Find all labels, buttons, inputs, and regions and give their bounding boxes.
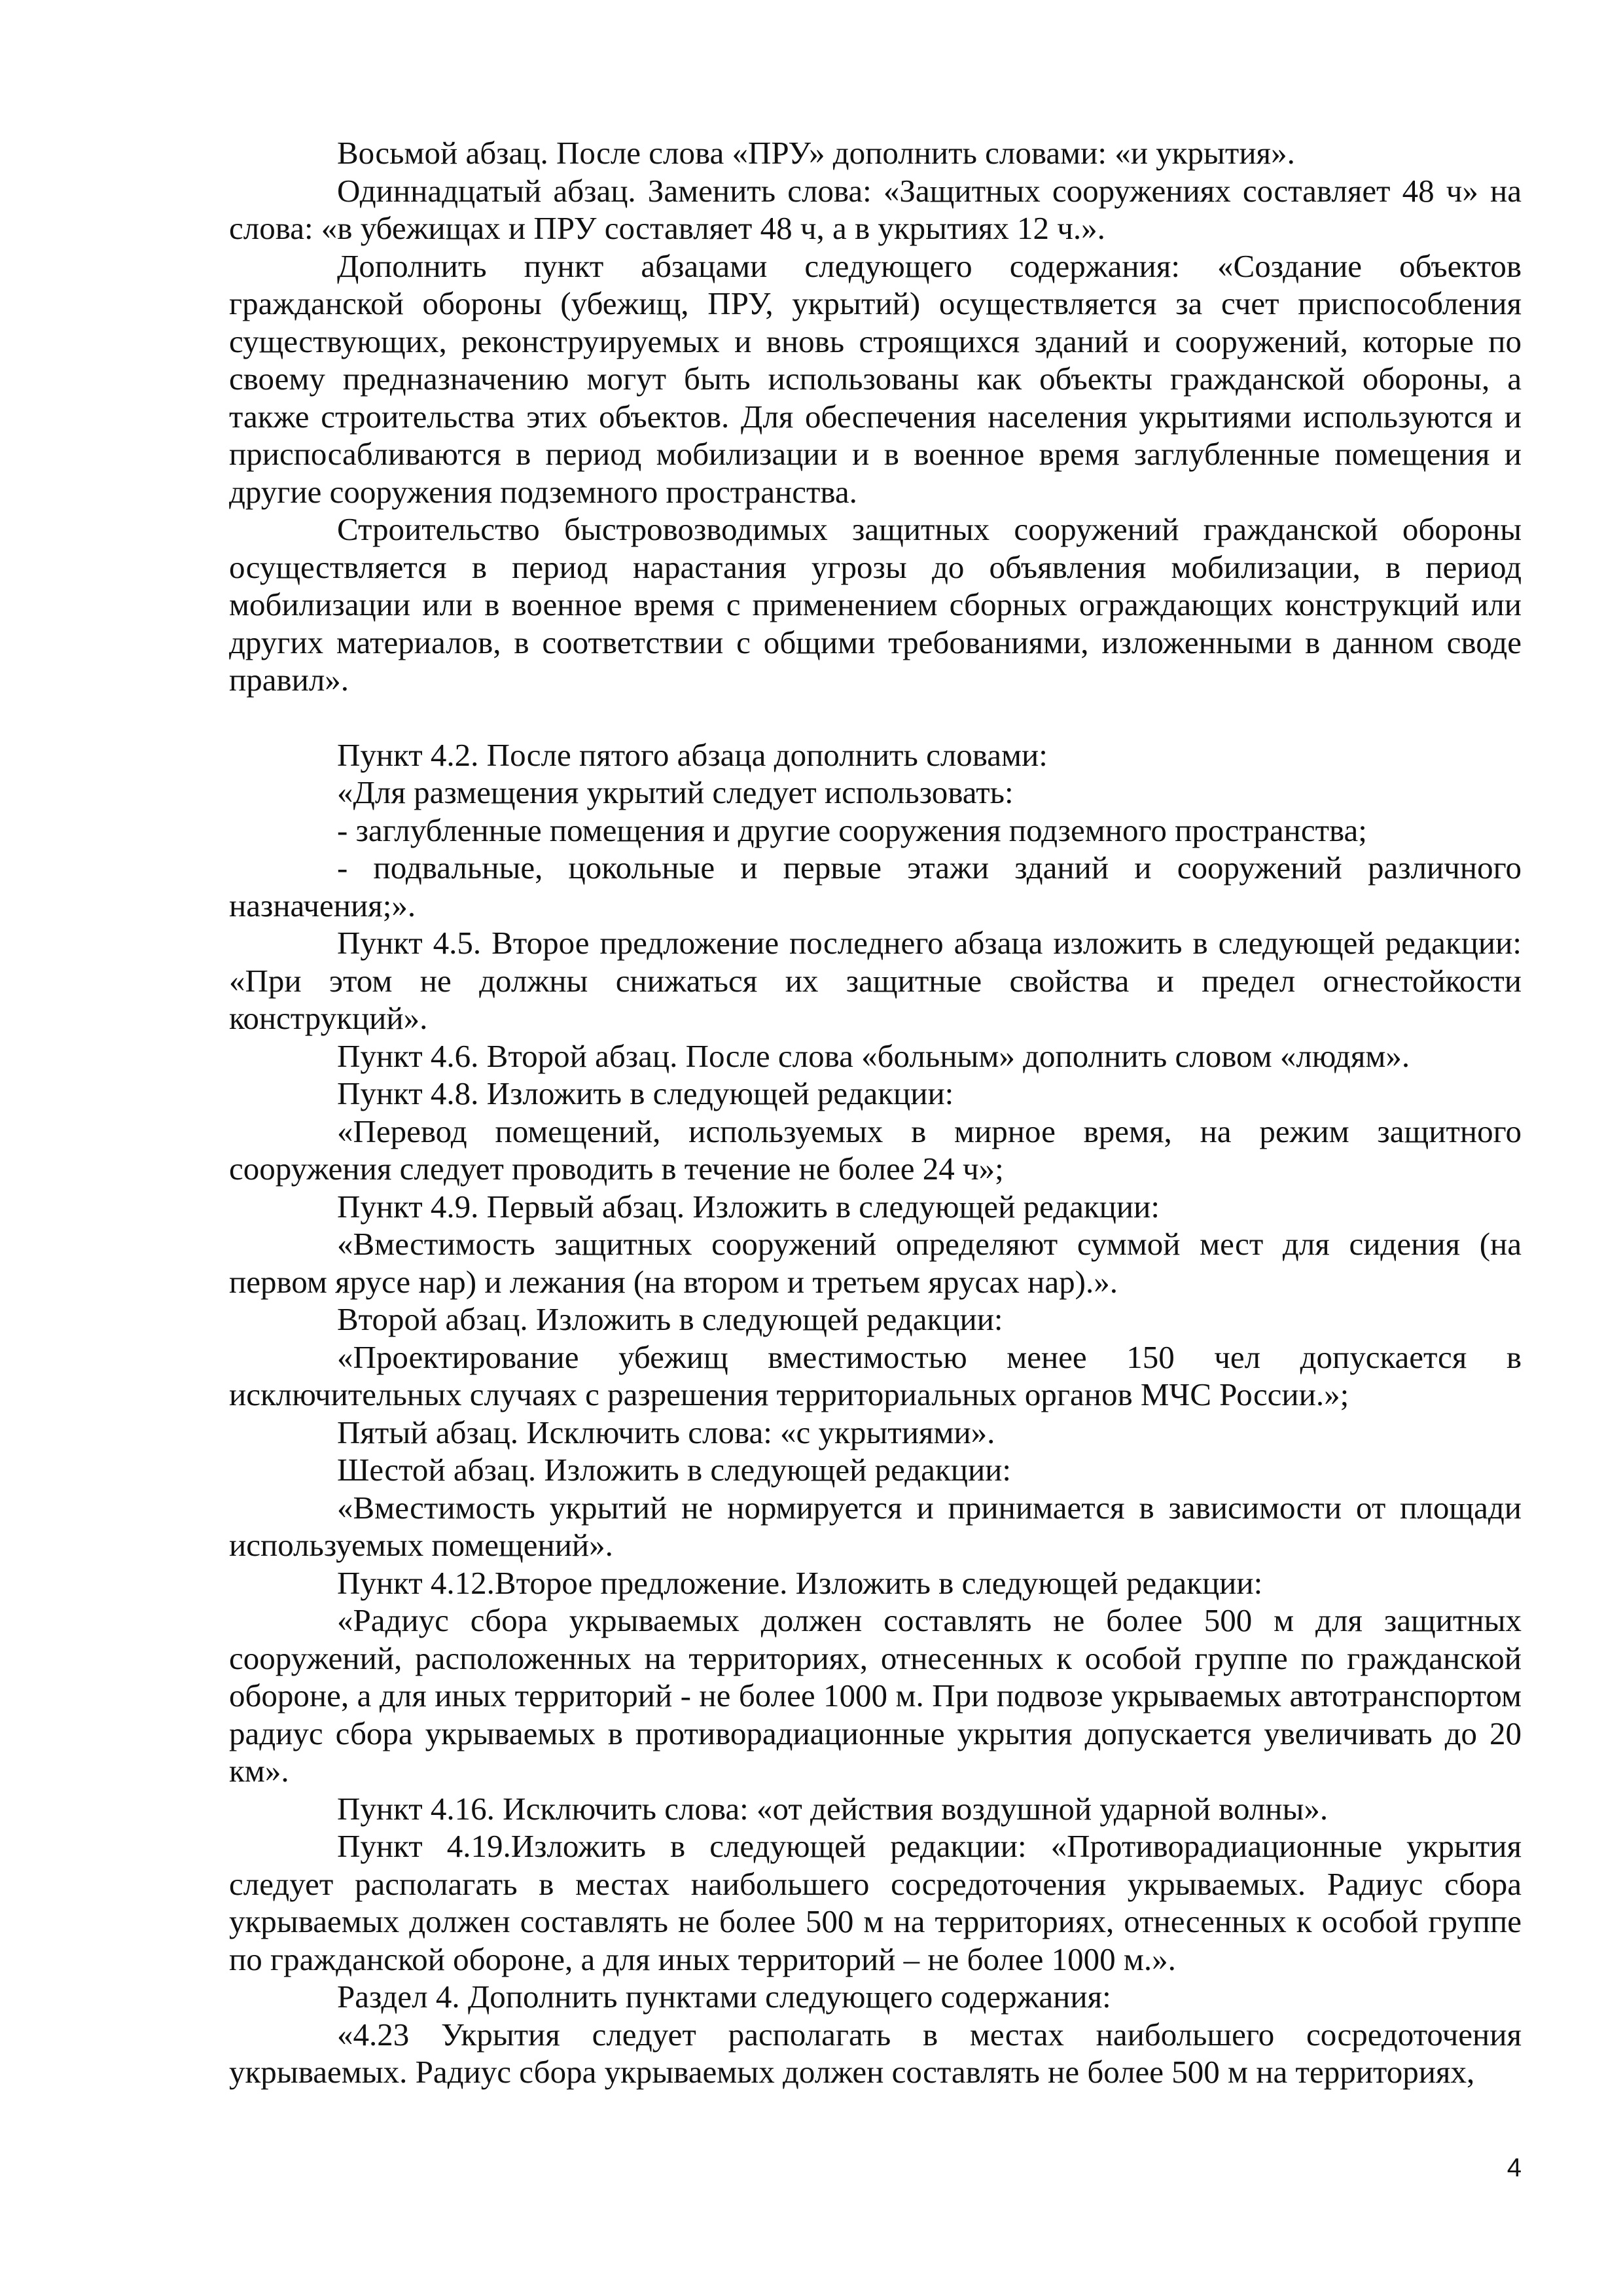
paragraph: «Для размещения укрытий следует использовать: <box>337 774 1014 810</box>
paragraph: «Вместимость защитных сооружений определяют суммой мест для сидения (на первом ярусе нар) и лежания (на втором и третьем ярусах нар).». <box>229 1226 1522 1300</box>
paragraph: Пятый абзац. Исключить слова: «с укрытиями». <box>337 1414 995 1450</box>
paragraph: Дополнить пункт абзацами следующего содержания: «Создание объектов гражданской обороны (убежищ, ПРУ, укрытий) осуществляется за счет приспособления существующих, реконструируемых и вновь строящихся зданий и сооружений, которые по своему предназначению могут быть использованы как объекты гражданской обороны, а также строительства этих объектов. Для обеспечения населения укрытиями используются и приспосабливаются в период мобилизации и в военное время заглубленные помещения и другие сооружения подземного пространства. <box>229 247 1522 510</box>
page-number: 4 <box>1507 2153 1522 2182</box>
paragraph: «Радиус сбора укрываемых должен составлять не более 500 м для защитных сооружений, расположенных на территориях, отнесенных к особой группе по гражданской обороне, а для иных территорий - не более 1000 м. При подвозе укрываемых автотранспортом радиус сбора укрываемых в противорадиационные укрытия допускается увеличивать до 20 км». <box>229 1602 1522 1789</box>
paragraph: - заглубленные помещения и другие сооружения подземного пространства; <box>337 812 1367 848</box>
paragraph: Пункт 4.9. Первый абзац. Изложить в следующей редакции: <box>337 1188 1160 1225</box>
paragraph: Пункт 4.5. Второе предложение последнего абзаца изложить в следующей редакции: «При этом не должны снижаться их защитные свойства и предел огнестойкости конструкций». <box>229 925 1522 1036</box>
paragraph: Пункт 4.19.Изложить в следующей редакции: «Противорадиационные укрытия следует располагать в местах наибольшего сосредоточения укрываемых. Радиус сбора укрываемых должен составлять не более 500 м на территориях, отнесенных к особой группе по гражданской обороне, а для иных территорий – не более 1000 м.». <box>229 1828 1522 1977</box>
paragraph: Пункт 4.12.Второе предложение. Изложить в следующей редакции: <box>337 1564 1263 1601</box>
paragraph: Одиннадцатый абзац. Заменить слова: «Защитных сооружениях составляет 48 ч» на слова: «в убежищах и ПРУ составляет 48 ч, а в укрытиях 12 ч.». <box>229 172 1522 246</box>
paragraph: «4.23 Укрытия следует располагать в местах наибольшего сосредоточения укрываемых. Радиус сбора укрываемых должен составлять не более 500 м на территориях, <box>229 2016 1522 2090</box>
paragraph: Восьмой абзац. После слова «ПРУ» дополнить словами: «и укрытия». <box>337 135 1295 171</box>
paragraph: Пункт 4.16. Исключить слова: «от действия воздушной ударной волны». <box>337 1790 1329 1827</box>
paragraph: Второй абзац. Изложить в следующей редакции: <box>337 1301 1003 1337</box>
paragraph: - подвальные, цокольные и первые этажи зданий и сооружений различного назначения;». <box>229 850 1522 924</box>
paragraph: «Вместимость укрытий не нормируется и принимается в зависимости от площади используемых помещений». <box>229 1489 1522 1563</box>
paragraph: Пункт 4.2. После пятого абзаца дополнить словами: <box>337 736 1048 773</box>
paragraph: Раздел 4. Дополнить пунктами следующего содержания: <box>337 1979 1111 2015</box>
paragraph: Пункт 4.8. Изложить в следующей редакции: <box>337 1075 954 1111</box>
paragraph: Шестой абзац. Изложить в следующей редакции: <box>337 1452 1012 1488</box>
document-body <box>229 134 1522 2091</box>
paragraph: Пункт 4.6. Второй абзац. После слова «больным» дополнить словом «людям». <box>337 1037 1410 1074</box>
paragraph: Строительство быстровозводимых защитных сооружений гражданской обороны осуществляется в период нарастания угрозы до объявления мобилизации, в период мобилизации или в военное время с применением сборных ограждающих конструкций или других материалов, в соответствии с общими требованиями, изложенными в данном своде правил». <box>229 511 1522 698</box>
paragraph: «Перевод помещений, используемых в мирное время, на режим защитного сооружения следует проводить в течение не более 24 ч»; <box>229 1113 1522 1187</box>
paragraph: «Проектирование убежищ вместимостью менее 150 чел допускается в исключительных случаях с разрешения территориальных органов МЧС России.»; <box>229 1338 1522 1412</box>
